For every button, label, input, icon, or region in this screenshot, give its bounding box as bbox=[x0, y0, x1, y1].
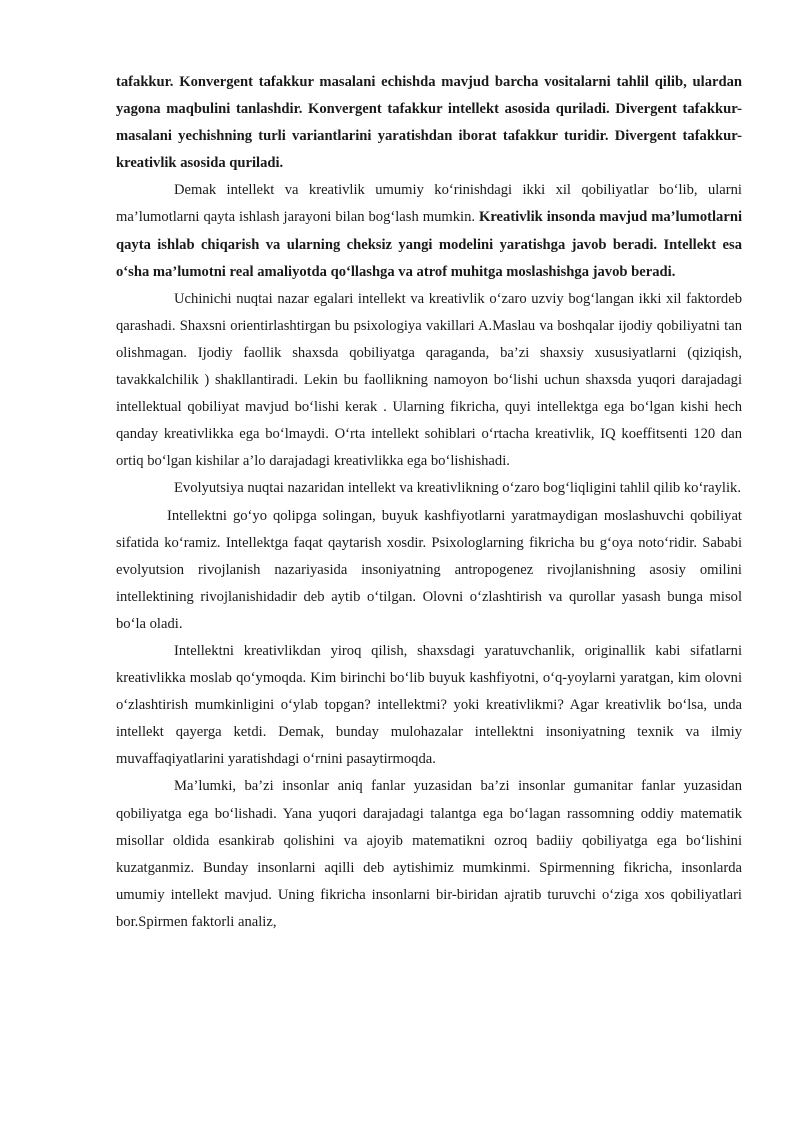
regular-text: Intellektni go‘yo qolipga solingan, buyuk kashfiyotlarni yaratmaydigan moslashuvchi qobiliyat sifatida ko‘ramiz. Intellektga faqat qaytarish xosdir. Psixologlarning fikricha bu g‘oya noto‘ridir. Sababi evolyutsion rivojlanish nazariyasida insoniyatning antropogenez rivojlanishning asosiy omilini intellektining rivojlanishidadir deb aytib o‘tilgan. Olovni o‘zlashtirish va qurollar yasash bunga misol bo‘la oladi. bbox=[116, 507, 742, 632]
regular-text: Intellektni kreativlikdan yiroq qilish, shaxsdagi yaratuvchanlik, originallik kabi sifatlarni kreativlikka moslab qo‘ymoqda. Kim birinchi bo‘lib buyuk kashfiyotni, o‘q-yoylarni yaratgan, kim olovni o‘zlashtirish mumkinligini o‘ylab topgan? intellektmi? yoki kreativlikmi? Agar kreativlik bo‘lsa, unda intellekt qayerga ketdi. Demak, bunday mulohazalar intellektni insoniyatning texnik va ilmiy muvaffaqiyatlarini yaratishdagi o‘rnini pasaytirmoqda. bbox=[116, 642, 742, 768]
paragraph-1 bbox=[116, 69, 742, 177]
regular-text: Uchinichi nuqtai nazar egalari intellekt va kreativlik o‘zaro uzviy bog‘langan ikki xil faktordeb qarashadi. Shaxsni orientirlashtirgan bu psixologiya vakillari A.Maslau va boshqalar ijodiy qobiliyatni tan olishmagan. Ijodiy faollik shaxsda qobiliyatga qaraganda, ba’zi shaxsiy xususiyatlarni (qiziqish, tavakkalchilik ) shakllantiradi. Lekin bu faollikning namoyon bo‘lishi uchun shaxsda yuqori darajadagi intellektual qobiliyat mavjud bo‘lishi kerak . Ularning fikricha, quyi intellektga ega bo‘lgan kishi hech qanday kreativlikka ega bo‘lmaydi. O‘rta intellekt sohiblari o‘rtacha kreativlik, IQ koeffitsenti 120 dan ortiq bo‘lgan kishilar a’lo darajadagi kreativlikka ega bo‘lishishadi. bbox=[116, 290, 742, 470]
paragraph-2 bbox=[116, 177, 742, 285]
regular-text: Ma’lumki, ba’zi insonlar aniq fanlar yuzasidan ba’zi insonlar gumanitar fanlar yuzasidan qobiliyatga ega bo‘lishadi. Yana yuqori darajadagi talantga ega bo‘lagan rassomning oddiy matematik misollar oldida esankirab qolishini va ajoyib matematikni ozroq badiiy qobiliyatga ega bo‘lishini kuzatganmiz. Bunday insonlarni aqilli deb aytishimiz mumkinmi. Spirmenning fikricha, insonlarda umumiy intellekt mavjud. Uning fikricha insonlarni bir-biridan ajratib turuvchi o‘ziga xos qobiliyatlari bor.Spirmen faktorli analiz, bbox=[116, 778, 742, 930]
paragraph-6 bbox=[116, 638, 742, 773]
paragraph-4 bbox=[116, 475, 742, 502]
regular-text: Evolyutsiya nuqtai nazaridan intellekt va kreativlikning o‘zaro bog‘liqligini tahlil qilib ko‘raylik. bbox=[174, 480, 741, 497]
paragraph-3 bbox=[116, 286, 742, 476]
regular-text: Demak intellekt va kreativlik umumiy ko‘rinishdagi ikki xil qobiliyatlar bo‘lib, ularni ma’lumotlarni qayta ishlash jarayoni bilan bog‘lash mumkin. bbox=[116, 182, 742, 226]
bold-text: Kreativlik insonda mavjud ma’lumotlarni qayta ishlab chiqarish va ularning cheksiz yangi modelini yaratishga javob beradi. Intellekt esa o‘sha ma’lumotni real amaliyotda qo‘llashga va atrof muhitga moslashishga javob beradi. bbox=[116, 209, 742, 280]
paragraph-7 bbox=[116, 773, 742, 936]
paragraph-5 bbox=[116, 503, 742, 638]
document-page bbox=[116, 69, 742, 936]
bold-text: tafakkur. Konvergent tafakkur masalani echishda mavjud barcha vositalarni tahlil qilib, ulardan yagona maqbulini tanlashdir. Konvergent tafakkur intellekt asosida quriladi. Divergent tafakkur-masalani yechishning turli variantlarini yaratishdan iborat tafakkur turidir. Divergent tafakkur-kreativlik asosida quriladi. bbox=[116, 74, 742, 172]
